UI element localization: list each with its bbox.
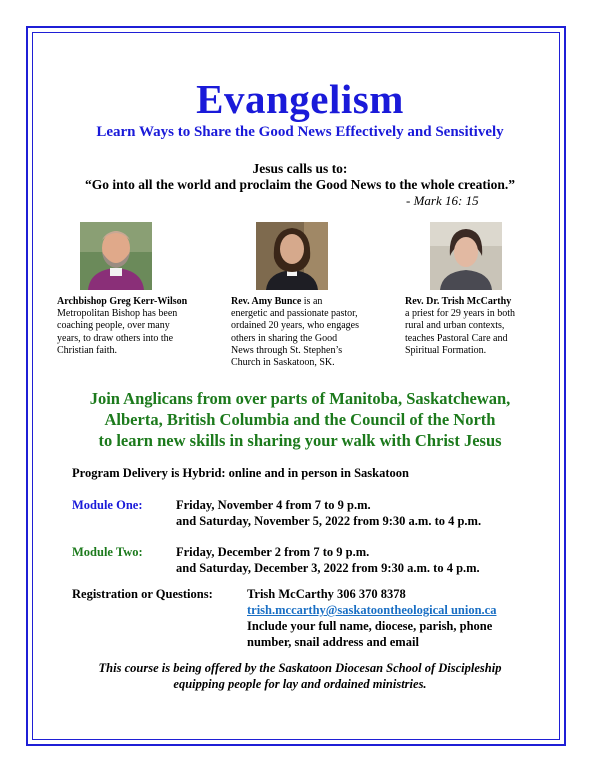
- page-subtitle: Learn Ways to Share the Good News Effectively and Sensitively: [96, 124, 504, 140]
- registration-contact: Trish McCarthy 306 370 8378: [247, 587, 406, 601]
- scripture-quote: “Go into all the world and proclaim the Good News to the whole creation.”: [85, 177, 515, 192]
- presenter-bio-amy: Rev. Amy Bunce is an energetic and passionate pastor, ordained 20 years, who engages others in sharing the Good News through St. Stephen’s Church in Saskatoon, SK.: [231, 296, 381, 369]
- page-title: Evangelism: [196, 76, 404, 122]
- registration-label: Registration or Questions:: [72, 587, 213, 601]
- module-one-line2: and Saturday, November 5, 2022 from 9:30 a.m. to 4 p.m.: [176, 514, 482, 528]
- module-two-line1: Friday, December 2 from 7 to 9 p.m.: [176, 545, 370, 559]
- presenter-bio-trish: Rev. Dr. Trish McCarthy a priest for 29 years in both rural and urban contexts, teaches Pastoral Care and Spiritual Formation.: [405, 296, 555, 357]
- presenter-name: Rev. Dr. Trish McCarthy: [405, 296, 512, 307]
- presenter-bio-greg: Archbishop Greg Kerr-Wilson Metropolitan Bishop has been coaching people, over many years, to draw others into the Christian faith.: [57, 296, 207, 357]
- module-one-label: Module One:: [72, 498, 143, 512]
- module-two-label: Module Two:: [72, 545, 143, 559]
- presenter-photo-greg: [80, 222, 152, 290]
- presenter-name: Archbishop Greg Kerr-Wilson: [57, 296, 188, 307]
- registration-info-line2: number, snail address and email: [247, 635, 419, 649]
- module-two-line2: and Saturday, December 3, 2022 from 9:30 a.m. to 4 p.m.: [176, 561, 480, 575]
- registration-info-line1: Include your full name, diocese, parish, phone: [247, 619, 493, 633]
- program-delivery: Program Delivery is Hybrid: online and in person in Saskatoon: [72, 466, 409, 480]
- presenter-photo-amy: [256, 222, 328, 290]
- join-message: Join Anglicans from over parts of Manitoba, Saskatchewan, Alberta, British Columbia and the Council of the North to learn new skills in sharing your walk with Christ Jesus: [89, 389, 511, 450]
- registration-email-link[interactable]: trish.mccarthy@saskatoontheological union.ca: [247, 603, 497, 617]
- footer-note: This course is being offered by the Saskatoon Diocesan School of Discipleship equipping people for lay and ordained ministries.: [98, 661, 502, 691]
- scripture-citation: - Mark 16: 15: [406, 193, 479, 208]
- module-one-line1: Friday, November 4 from 7 to 9 p.m.: [176, 498, 371, 512]
- presenter-photo-trish: [430, 222, 502, 290]
- presenter-name: Rev. Amy Bunce is an: [231, 296, 323, 307]
- scripture-intro: Jesus calls us to:: [252, 161, 348, 176]
